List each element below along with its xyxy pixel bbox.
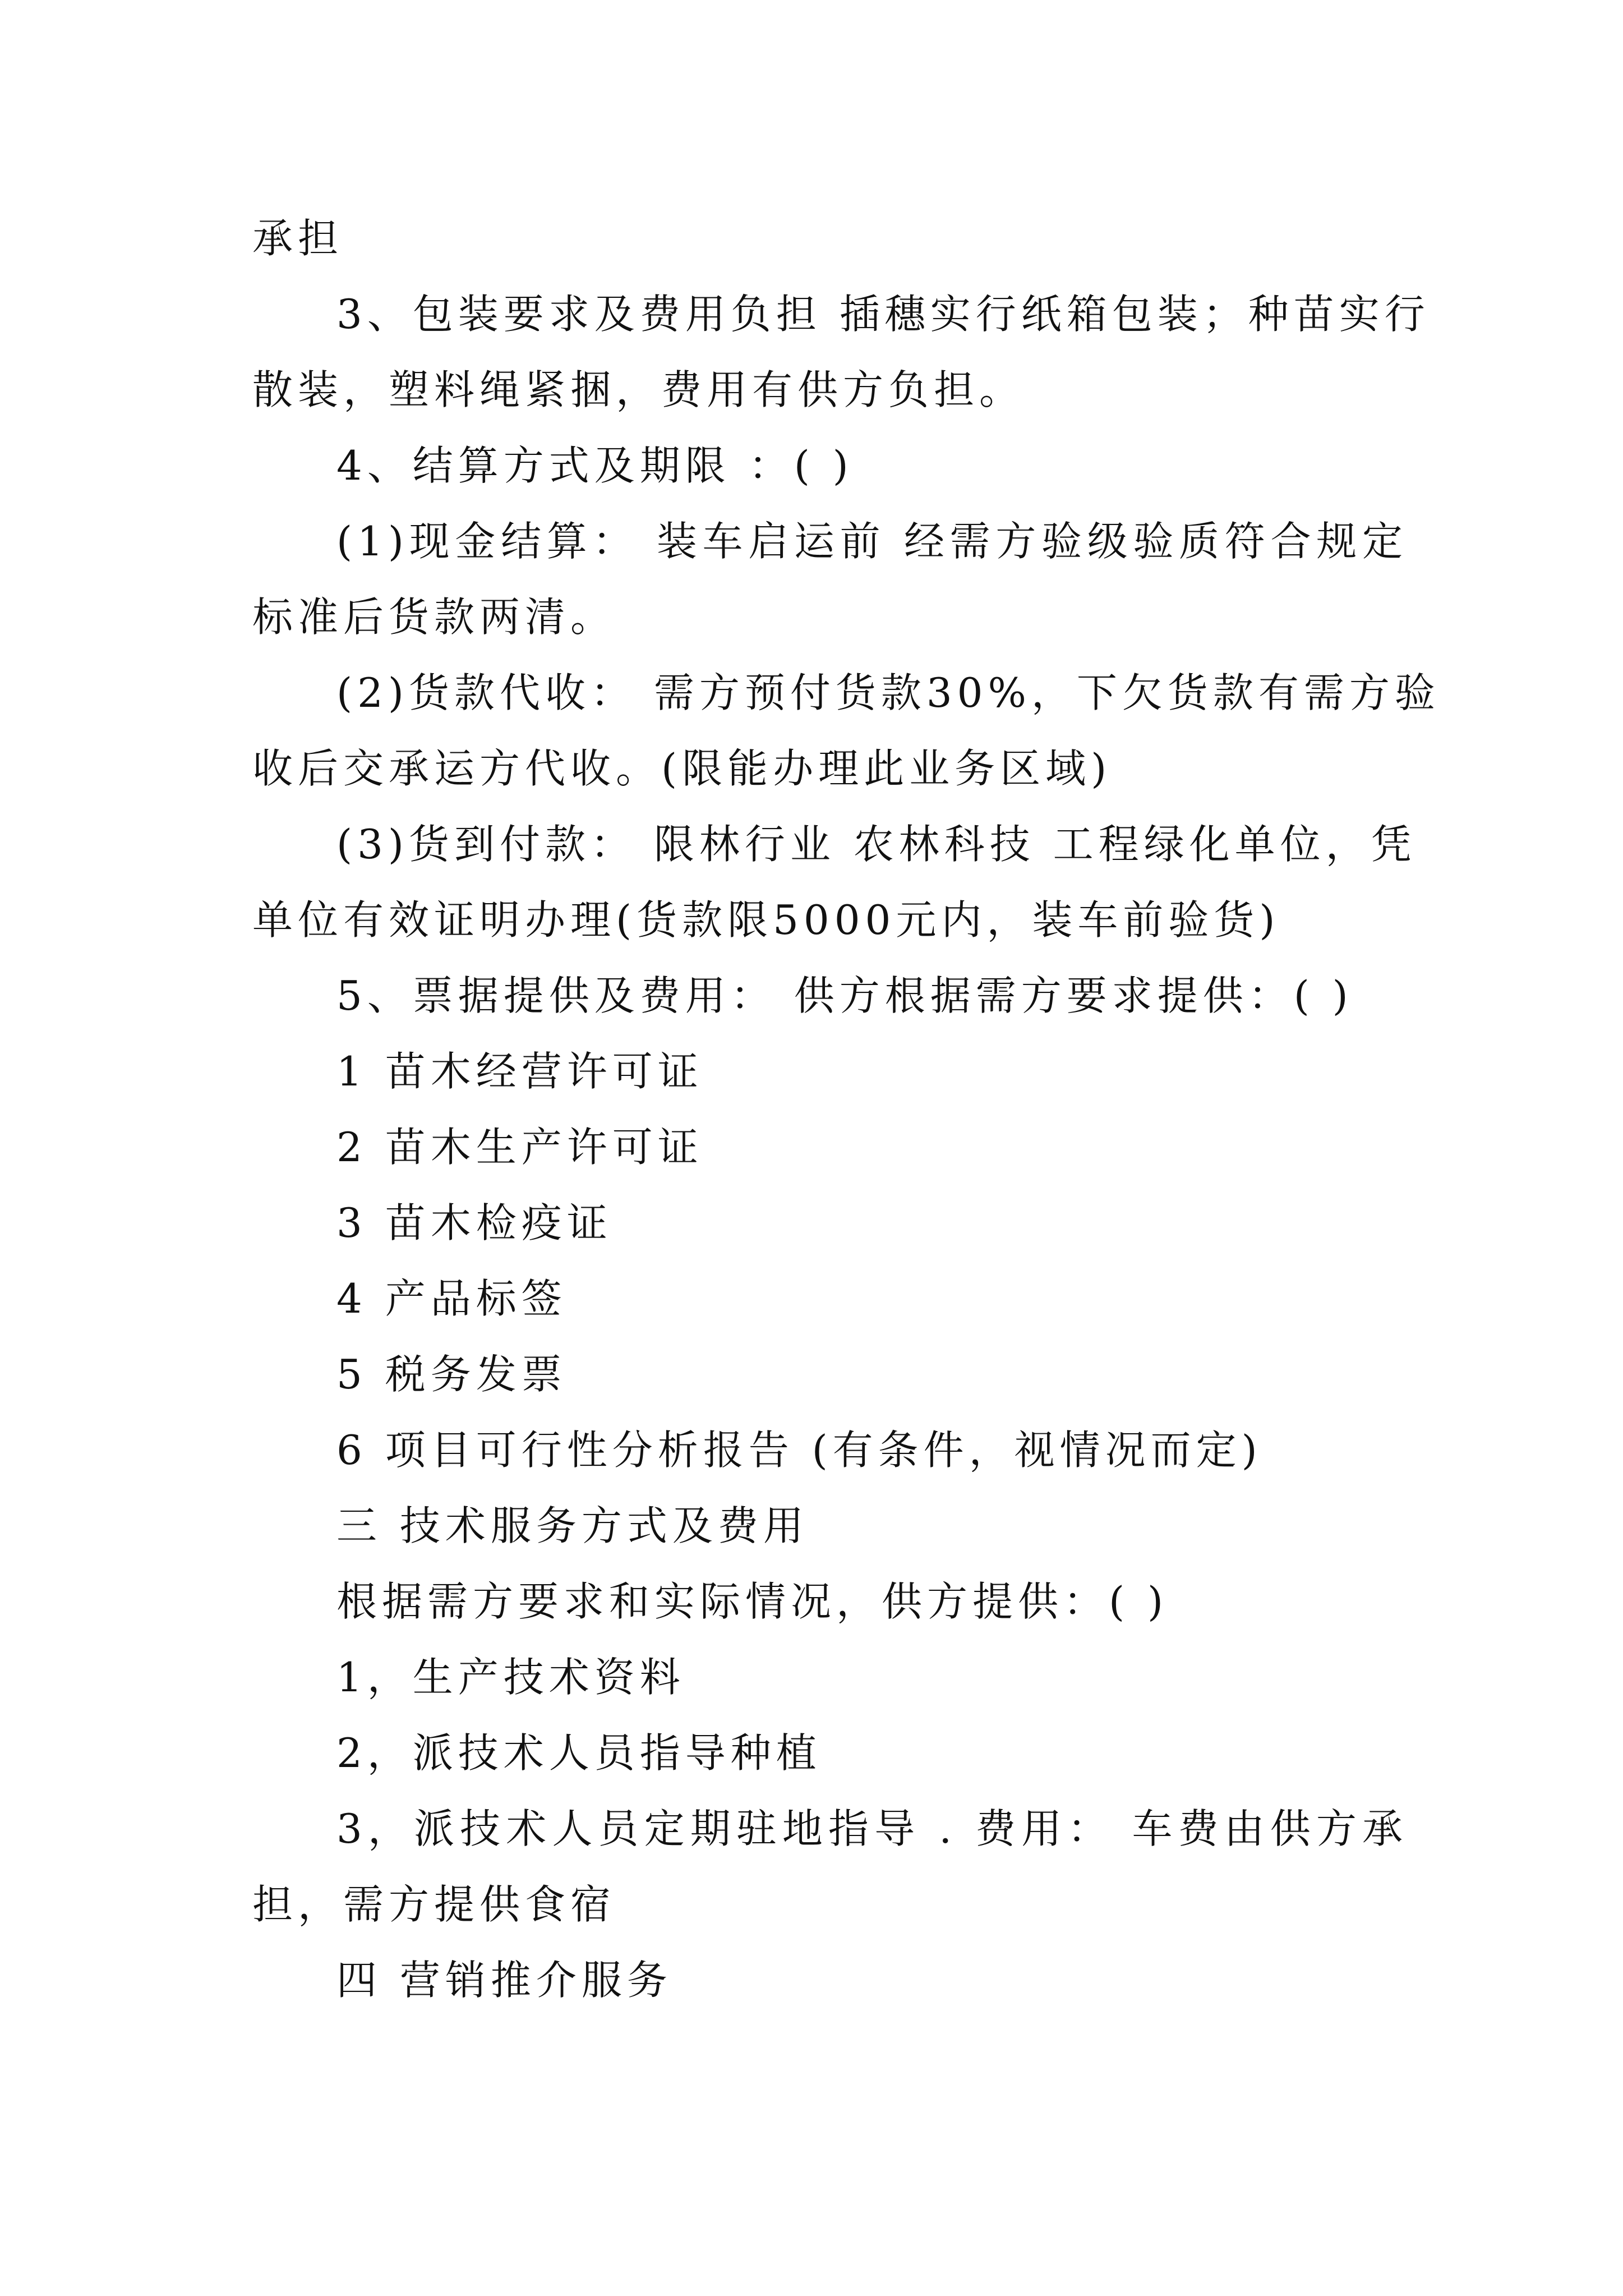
cash-on-delivery-line: (3)货到付款： 限林行业 农林科技 工程绿化单位，凭	[336, 821, 1417, 868]
technical-service-continuation: 担，需方提供食宿	[252, 1881, 616, 1928]
document-item: 4 产品标签	[336, 1275, 567, 1322]
technical-service-item: 1，生产技术资料	[336, 1654, 685, 1701]
documents-heading: 5、票据提供及费用： 供方根据需方要求提供：( )	[336, 972, 1353, 1019]
technical-service-intro: 根据需方要求和实际情况，供方提供：( )	[336, 1578, 1169, 1625]
settlement-method-heading: 4、结算方式及期限 ：( )	[336, 442, 854, 489]
cash-settlement-line: (1)现金结算： 装车启运前 经需方验级验质符合规定	[336, 518, 1408, 565]
document-item: 2 苗木生产许可证	[336, 1124, 703, 1171]
document-item: 6 项目可行性分析报告 (有条件，视情况而定)	[336, 1427, 1262, 1474]
section-heading-technical-service: 三 技术服务方式及费用	[336, 1502, 809, 1549]
technical-service-item: 2，派技术人员指导种植	[336, 1729, 822, 1777]
cash-on-delivery-continuation: 单位有效证明办理(货款限5000元内，装车前验货)	[252, 896, 1280, 944]
section-heading-marketing: 四 营销推介服务	[336, 1957, 672, 2004]
text-line-continuation: 承担	[252, 215, 344, 262]
payment-collection-continuation: 收后交承运方代收。(限能办理此业务区域)	[252, 745, 1112, 792]
packaging-requirements-line: 3、包装要求及费用负担 插穗实行纸箱包装；种苗实行	[336, 291, 1430, 338]
payment-collection-line: (2)货款代收： 需方预付货款30%，下欠货款有需方验	[336, 669, 1440, 716]
technical-service-item: 3，派技术人员定期驻地指导 . 费用： 车费由供方承	[336, 1805, 1408, 1852]
cash-settlement-continuation: 标准后货款两清。	[252, 593, 616, 641]
document-item: 3 苗木检疫证	[336, 1199, 612, 1246]
packaging-requirements-continuation: 散装，塑料绳紧捆，费用有供方负担。	[252, 366, 1025, 413]
document-item: 5 税务发票	[336, 1351, 567, 1398]
document-item: 1 苗木经营许可证	[336, 1048, 703, 1095]
